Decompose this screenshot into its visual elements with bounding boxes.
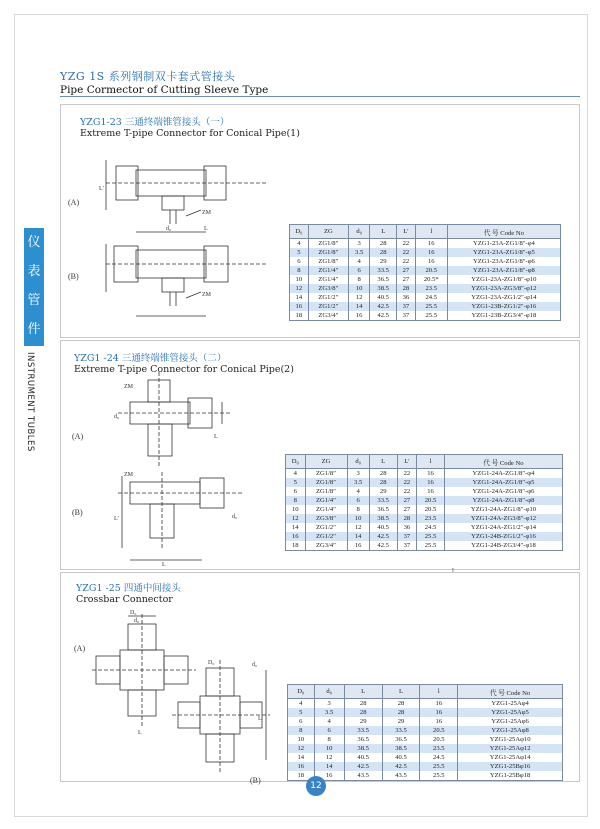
table-cell: 8 (286, 496, 306, 505)
table-cell: 3.5 (348, 248, 369, 257)
table-cell: YZG1-24A-ZG1/8″-φ10 (444, 505, 562, 514)
figure-label: (A) (68, 198, 80, 207)
figure-label: (B) (250, 776, 261, 785)
table-cell: 6 (314, 726, 344, 735)
table-cell: ZG1/2″ (308, 293, 348, 302)
table-cell: 28 (382, 699, 420, 709)
table-cell: 33.5 (344, 726, 382, 735)
table-cell: 10 (286, 505, 306, 514)
table-cell: 27 (397, 266, 416, 275)
table-cell: 10 (290, 275, 309, 284)
table-cell: 37 (397, 302, 416, 311)
table-cell: ZG1/4″ (305, 505, 347, 514)
table-cell: ZG3/4″ (308, 311, 348, 321)
table-cell: 28 (344, 708, 382, 717)
table-cell: 33.5 (382, 726, 420, 735)
table-header-cell: 代 号 Code No (444, 455, 562, 469)
table-cell: 25.5 (415, 311, 447, 321)
table-row (288, 771, 563, 781)
section-title-cn: YZG1-23 三通终端锥管接头（一） (80, 117, 230, 128)
table-cell: 37 (397, 532, 417, 541)
table-row (288, 744, 563, 753)
table-cell: 42.5 (369, 541, 397, 551)
table-cell: 16 (314, 771, 344, 781)
table-row (290, 293, 561, 302)
table-cell: 25.5 (415, 302, 447, 311)
table-cell: 12 (347, 523, 369, 532)
table-cell: ZG3/8″ (308, 284, 348, 293)
table-cell: YZG1-25Aφ10 (458, 735, 563, 744)
table-row (286, 496, 563, 505)
table-cell: 40.5 (369, 523, 397, 532)
table-cell: 28 (369, 469, 397, 479)
table-cell: 37 (397, 541, 417, 551)
table-cell: ZG1/8″ (308, 257, 348, 266)
table-cell: 12 (290, 284, 309, 293)
table-cell: 27 (397, 275, 416, 284)
table-cell: 6 (347, 496, 369, 505)
table-cell: 23.5 (420, 744, 458, 753)
table-cell: 20.5 (417, 505, 445, 514)
table-header-cell: ZG (305, 455, 347, 469)
table-cell: 28 (397, 284, 416, 293)
table-cell: ZG1/2″ (305, 523, 347, 532)
table-cell: 28 (369, 478, 397, 487)
dim-label: L (138, 730, 142, 736)
dim-label: L (162, 562, 166, 568)
dim-label: d₀ (114, 414, 120, 420)
table-header-cell: l (415, 225, 447, 239)
table-cell: 14 (288, 753, 315, 762)
table-cell: 16 (420, 708, 458, 717)
table-cell: 12 (314, 753, 344, 762)
table-cell: 14 (290, 293, 309, 302)
table-cell: YZG1-24A-ZG1/8″-φ5 (444, 478, 562, 487)
table-cell: 36.5 (344, 735, 382, 744)
table-row (286, 505, 563, 514)
table-header-cell: L' (397, 225, 416, 239)
page-number: 12 (306, 776, 326, 796)
table-header-row (286, 455, 563, 469)
table-cell: 4 (348, 257, 369, 266)
table-row (290, 257, 561, 266)
table-header-cell: D₀ (288, 685, 315, 699)
table-cell: 18 (286, 541, 306, 551)
table-header-cell: d₀ (314, 685, 344, 699)
table-cell: 6 (286, 487, 306, 496)
table-cell: 4 (314, 717, 344, 726)
table-row (290, 302, 561, 311)
table-header-cell: D₀ (286, 455, 306, 469)
table-cell: 20.5 (420, 726, 458, 735)
table-cell: YZG1-24A-ZG3/8″-φ12 (444, 514, 562, 523)
table-cell: 40.5 (370, 293, 397, 302)
table-cell: 36.5 (369, 505, 397, 514)
table-cell: 43.5 (344, 771, 382, 781)
table-cell: 22 (397, 239, 416, 249)
table-header-row (288, 685, 563, 699)
table-row (288, 753, 563, 762)
table-cell: 3 (348, 239, 369, 249)
table-cell: 3 (314, 699, 344, 709)
page-title-en: Pipe Cormector of Cutting Sleeve Type (60, 84, 269, 96)
table-cell: ZG1/8″ (305, 487, 347, 496)
table-cell: 38.5 (370, 284, 397, 293)
table-cell: 16 (290, 302, 309, 311)
table-cell: 20.5 (415, 266, 447, 275)
dim-label: d₀ (252, 662, 258, 668)
table-cell: 28 (397, 514, 417, 523)
table-cell: YZG1-23A-ZG1/8″-φ5 (447, 248, 560, 257)
table-cell: 24.5 (417, 523, 445, 532)
table-cell: 38.5 (382, 744, 420, 753)
header-rule (60, 96, 580, 97)
table-cell: 20.5* (415, 275, 447, 284)
sidebar-english: INSTRUMENT TUBLES (25, 352, 35, 452)
table-row (286, 541, 563, 551)
table-header-cell: d₀ (347, 455, 369, 469)
table-cell: 6 (348, 266, 369, 275)
tee-connector-drawing-1 (96, 150, 276, 328)
table-cell: ZG1/4″ (308, 275, 348, 284)
table-cell: 28 (344, 699, 382, 709)
table-header-cell: L' (397, 455, 417, 469)
table-cell: YZG1-25Aφ4 (458, 699, 563, 709)
table-cell: 38.5 (369, 514, 397, 523)
table-row (286, 514, 563, 523)
table-cell: 43.5 (382, 771, 420, 781)
table-header-cell: 代 号 Code No (447, 225, 560, 239)
table-cell: 5 (290, 248, 309, 257)
table-cell: YZG1-24B-ZG3/4″-φ18 (444, 541, 562, 551)
table-cell: 36.5 (370, 275, 397, 284)
table-cell: 10 (347, 514, 369, 523)
table-cell: ZG3/4″ (305, 541, 347, 551)
table-cell: 37 (397, 311, 416, 321)
table-cell: 27 (397, 505, 417, 514)
table-cell: 16 (417, 469, 445, 479)
dim-label: L' (114, 516, 119, 522)
table-cell: 4 (290, 239, 309, 249)
table-cell: 16 (348, 311, 369, 321)
page-title-cn: YZG 1S 系列钢制双卡套式管接头 (60, 70, 236, 83)
table-cell: ZG3/8″ (305, 514, 347, 523)
section-title-en: Extreme T-pipe Connector for Conical Pipe(2) (74, 364, 294, 375)
table-cell: 6 (290, 257, 309, 266)
table-cell: 10 (348, 284, 369, 293)
table-cell: 25.5 (417, 532, 445, 541)
table-row (290, 248, 561, 257)
table-cell: 40.5 (344, 753, 382, 762)
dim-label: L (204, 226, 208, 232)
table-cell: 29 (344, 717, 382, 726)
table-header-cell: l (417, 455, 445, 469)
table-cell: ZG1/8″ (308, 239, 348, 249)
table-row (288, 699, 563, 709)
spec-table (287, 684, 563, 781)
table-cell: 14 (348, 302, 369, 311)
table-header-cell: 代 号 Code No (458, 685, 563, 699)
table-cell: YZG1-23A-ZG1/8″-φ8 (447, 266, 560, 275)
table-header-cell: L (369, 455, 397, 469)
table-cell: 28 (370, 248, 397, 257)
table-cell: YZG1-25Bφ16 (458, 762, 563, 771)
table-cell: ZG1/8″ (308, 248, 348, 257)
dim-label: L (214, 434, 218, 440)
table-cell: ZG1/4″ (305, 496, 347, 505)
table-cell: 16 (415, 239, 447, 249)
table-cell: 12 (348, 293, 369, 302)
table-cell: 18 (290, 311, 309, 321)
table-cell: 5 (288, 708, 315, 717)
table-cell: ZG1/2″ (305, 532, 347, 541)
table-cell: ZG1/2″ (308, 302, 348, 311)
table-cell: 10 (314, 744, 344, 753)
table-cell: 42.5 (382, 762, 420, 771)
table-cell: 42.5 (369, 532, 397, 541)
table-cell: 29 (369, 487, 397, 496)
dim-label: D₀ (130, 610, 137, 616)
table-cell: 18 (288, 771, 315, 781)
dim-label: L' (99, 186, 104, 192)
table-cell: 23.5 (415, 284, 447, 293)
table-cell: YZG1-25Aφ12 (458, 744, 563, 753)
figure-label: (A) (72, 432, 84, 441)
section-title-cn: YZG1 -24 三通终端锥管接头（二） (74, 353, 227, 364)
table-cell: 20.5 (420, 735, 458, 744)
table-row (286, 469, 563, 479)
table-cell: 29 (382, 717, 420, 726)
table-cell: 12 (288, 744, 315, 753)
table-cell: 16 (286, 532, 306, 541)
dim-label: d₀ (134, 618, 140, 624)
table-cell: 5 (286, 478, 306, 487)
table-cell: 24.5 (415, 293, 447, 302)
table-cell: 38.5 (344, 744, 382, 753)
dim-label: ZM (124, 472, 133, 478)
table-row (286, 478, 563, 487)
table-cell: 22 (397, 248, 416, 257)
table-cell: 36 (397, 293, 416, 302)
section-title-en: Crossbar Connector (76, 594, 173, 605)
table-header-cell: d₀ (348, 225, 369, 239)
table-cell: YZG1-24A-ZG1/2″-φ14 (444, 523, 562, 532)
table-cell: 8 (348, 275, 369, 284)
dim-label: ZM (202, 292, 211, 298)
table-cell: 33.5 (370, 266, 397, 275)
table-cell: 23.5 (417, 514, 445, 523)
dim-label: d₀ (232, 514, 238, 520)
spec-table (289, 224, 561, 321)
footnote-mark: l (452, 568, 454, 575)
table-cell: YZG1-23A-ZG1/8″-φ10 (447, 275, 560, 284)
table-cell: YZG1-23A-ZG3/8″-φ12 (447, 284, 560, 293)
table-cell: YZG1-23B-ZG3/4″-φ18 (447, 311, 560, 321)
table-header-cell: L (382, 685, 420, 699)
table-cell: 16 (417, 478, 445, 487)
table-cell: 16 (415, 248, 447, 257)
table-cell: 28 (382, 708, 420, 717)
table-cell: 14 (347, 532, 369, 541)
table-cell: 22 (397, 469, 417, 479)
table-cell: 10 (288, 735, 315, 744)
table-row (290, 311, 561, 321)
table-cell: 8 (347, 505, 369, 514)
table-cell: 36 (397, 523, 417, 532)
table-cell: 12 (286, 514, 306, 523)
table-cell: YZG1-24A-ZG1/8″-φ8 (444, 496, 562, 505)
table-header-cell: ZG (308, 225, 348, 239)
table-cell: 40.5 (382, 753, 420, 762)
table-cell: YZG1-25Aφ14 (458, 753, 563, 762)
section-title-cn: YZG1 -25 四通中间接头 (76, 583, 181, 594)
table-cell: 16 (420, 717, 458, 726)
table-row (288, 735, 563, 744)
table-header-row (290, 225, 561, 239)
table-cell: 3 (347, 469, 369, 479)
table-cell: 42.5 (344, 762, 382, 771)
table-cell: 42.5 (370, 302, 397, 311)
table-cell: 16 (415, 257, 447, 266)
table-cell: 33.5 (369, 496, 397, 505)
table-cell: 16 (417, 487, 445, 496)
table-cell: 8 (314, 735, 344, 744)
table-cell: 16 (288, 762, 315, 771)
table-row (286, 487, 563, 496)
table-cell: 3.5 (314, 708, 344, 717)
table-cell: 36.5 (382, 735, 420, 744)
table-cell: 22 (397, 487, 417, 496)
table-row (290, 266, 561, 275)
table-cell: ZG1/8″ (305, 478, 347, 487)
table-row (290, 239, 561, 249)
table-cell: 29 (370, 257, 397, 266)
table-row (286, 523, 563, 532)
table-cell: 20.5 (417, 496, 445, 505)
table-cell: 6 (288, 717, 315, 726)
crossbar-connector-drawing (92, 610, 272, 778)
table-cell: YZG1-25Aφ8 (458, 726, 563, 735)
table-cell: YZG1-25Bφ18 (458, 771, 563, 781)
section-title-en: Extreme T-pipe Connector for Conical Pipe(1) (80, 128, 300, 139)
table-cell: 28 (370, 239, 397, 249)
sidebar-char: 管 (27, 293, 41, 308)
sidebar-band (24, 228, 44, 346)
table-row (288, 708, 563, 717)
figure-label: (A) (74, 644, 86, 653)
sidebar-char: 仪 (27, 235, 41, 250)
dim-label: ZM (124, 384, 133, 390)
table-cell: 27 (397, 496, 417, 505)
table-row (290, 275, 561, 284)
table-header-cell: l (420, 685, 458, 699)
table-cell: 25.5 (417, 541, 445, 551)
table-cell: YZG1-25Aφ5 (458, 708, 563, 717)
tee-connector-drawing-2 (112, 372, 252, 568)
table-row (288, 726, 563, 735)
table-row (288, 717, 563, 726)
table-cell: YZG1-24A-ZG1/8″-φ6 (444, 487, 562, 496)
dim-label: L (258, 716, 262, 722)
table-cell: YZG1-23B-ZG1/2″-φ16 (447, 302, 560, 311)
table-cell: 4 (286, 469, 306, 479)
table-header-cell: L (370, 225, 397, 239)
table-row (290, 284, 561, 293)
dim-label: ZM (202, 210, 211, 216)
table-cell: 8 (288, 726, 315, 735)
table-cell: YZG1-24A-ZG1/8″-φ4 (444, 469, 562, 479)
table-cell: YZG1-23A-ZG1/2″-φ14 (447, 293, 560, 302)
table-cell: 16 (420, 699, 458, 709)
table-cell: ZG1/8″ (305, 469, 347, 479)
table-cell: YZG1-23A-ZG1/8″-φ4 (447, 239, 560, 249)
table-cell: 25.5 (420, 762, 458, 771)
table-row (288, 762, 563, 771)
table-cell: 14 (286, 523, 306, 532)
table-cell: YZG1-23A-ZG1/8″-φ6 (447, 257, 560, 266)
table-cell: 22 (397, 478, 417, 487)
table-cell: 14 (314, 762, 344, 771)
dim-label: D₀ (208, 660, 215, 666)
table-cell: 4 (347, 487, 369, 496)
sidebar-char: 表 (27, 264, 41, 279)
table-cell: 24.5 (420, 753, 458, 762)
table-row (286, 532, 563, 541)
table-cell: 3.5 (347, 478, 369, 487)
table-cell: 22 (397, 257, 416, 266)
table-cell: 16 (347, 541, 369, 551)
figure-label: (B) (68, 272, 79, 281)
figure-label: (B) (72, 508, 83, 517)
table-header-cell: D₀ (290, 225, 309, 239)
table-cell: 4 (288, 699, 315, 709)
table-cell: ZG1/4″ (308, 266, 348, 275)
dim-label: d₀ (166, 226, 172, 232)
table-cell: 8 (290, 266, 309, 275)
spec-table (285, 454, 563, 551)
sidebar-char: 件 (27, 322, 41, 337)
table-cell: YZG1-25Aφ6 (458, 717, 563, 726)
table-cell: 42.5 (370, 311, 397, 321)
table-cell: 25.5 (420, 771, 458, 781)
table-cell: YZG1-24B-ZG1/2″-φ16 (444, 532, 562, 541)
table-header-cell: L (344, 685, 382, 699)
